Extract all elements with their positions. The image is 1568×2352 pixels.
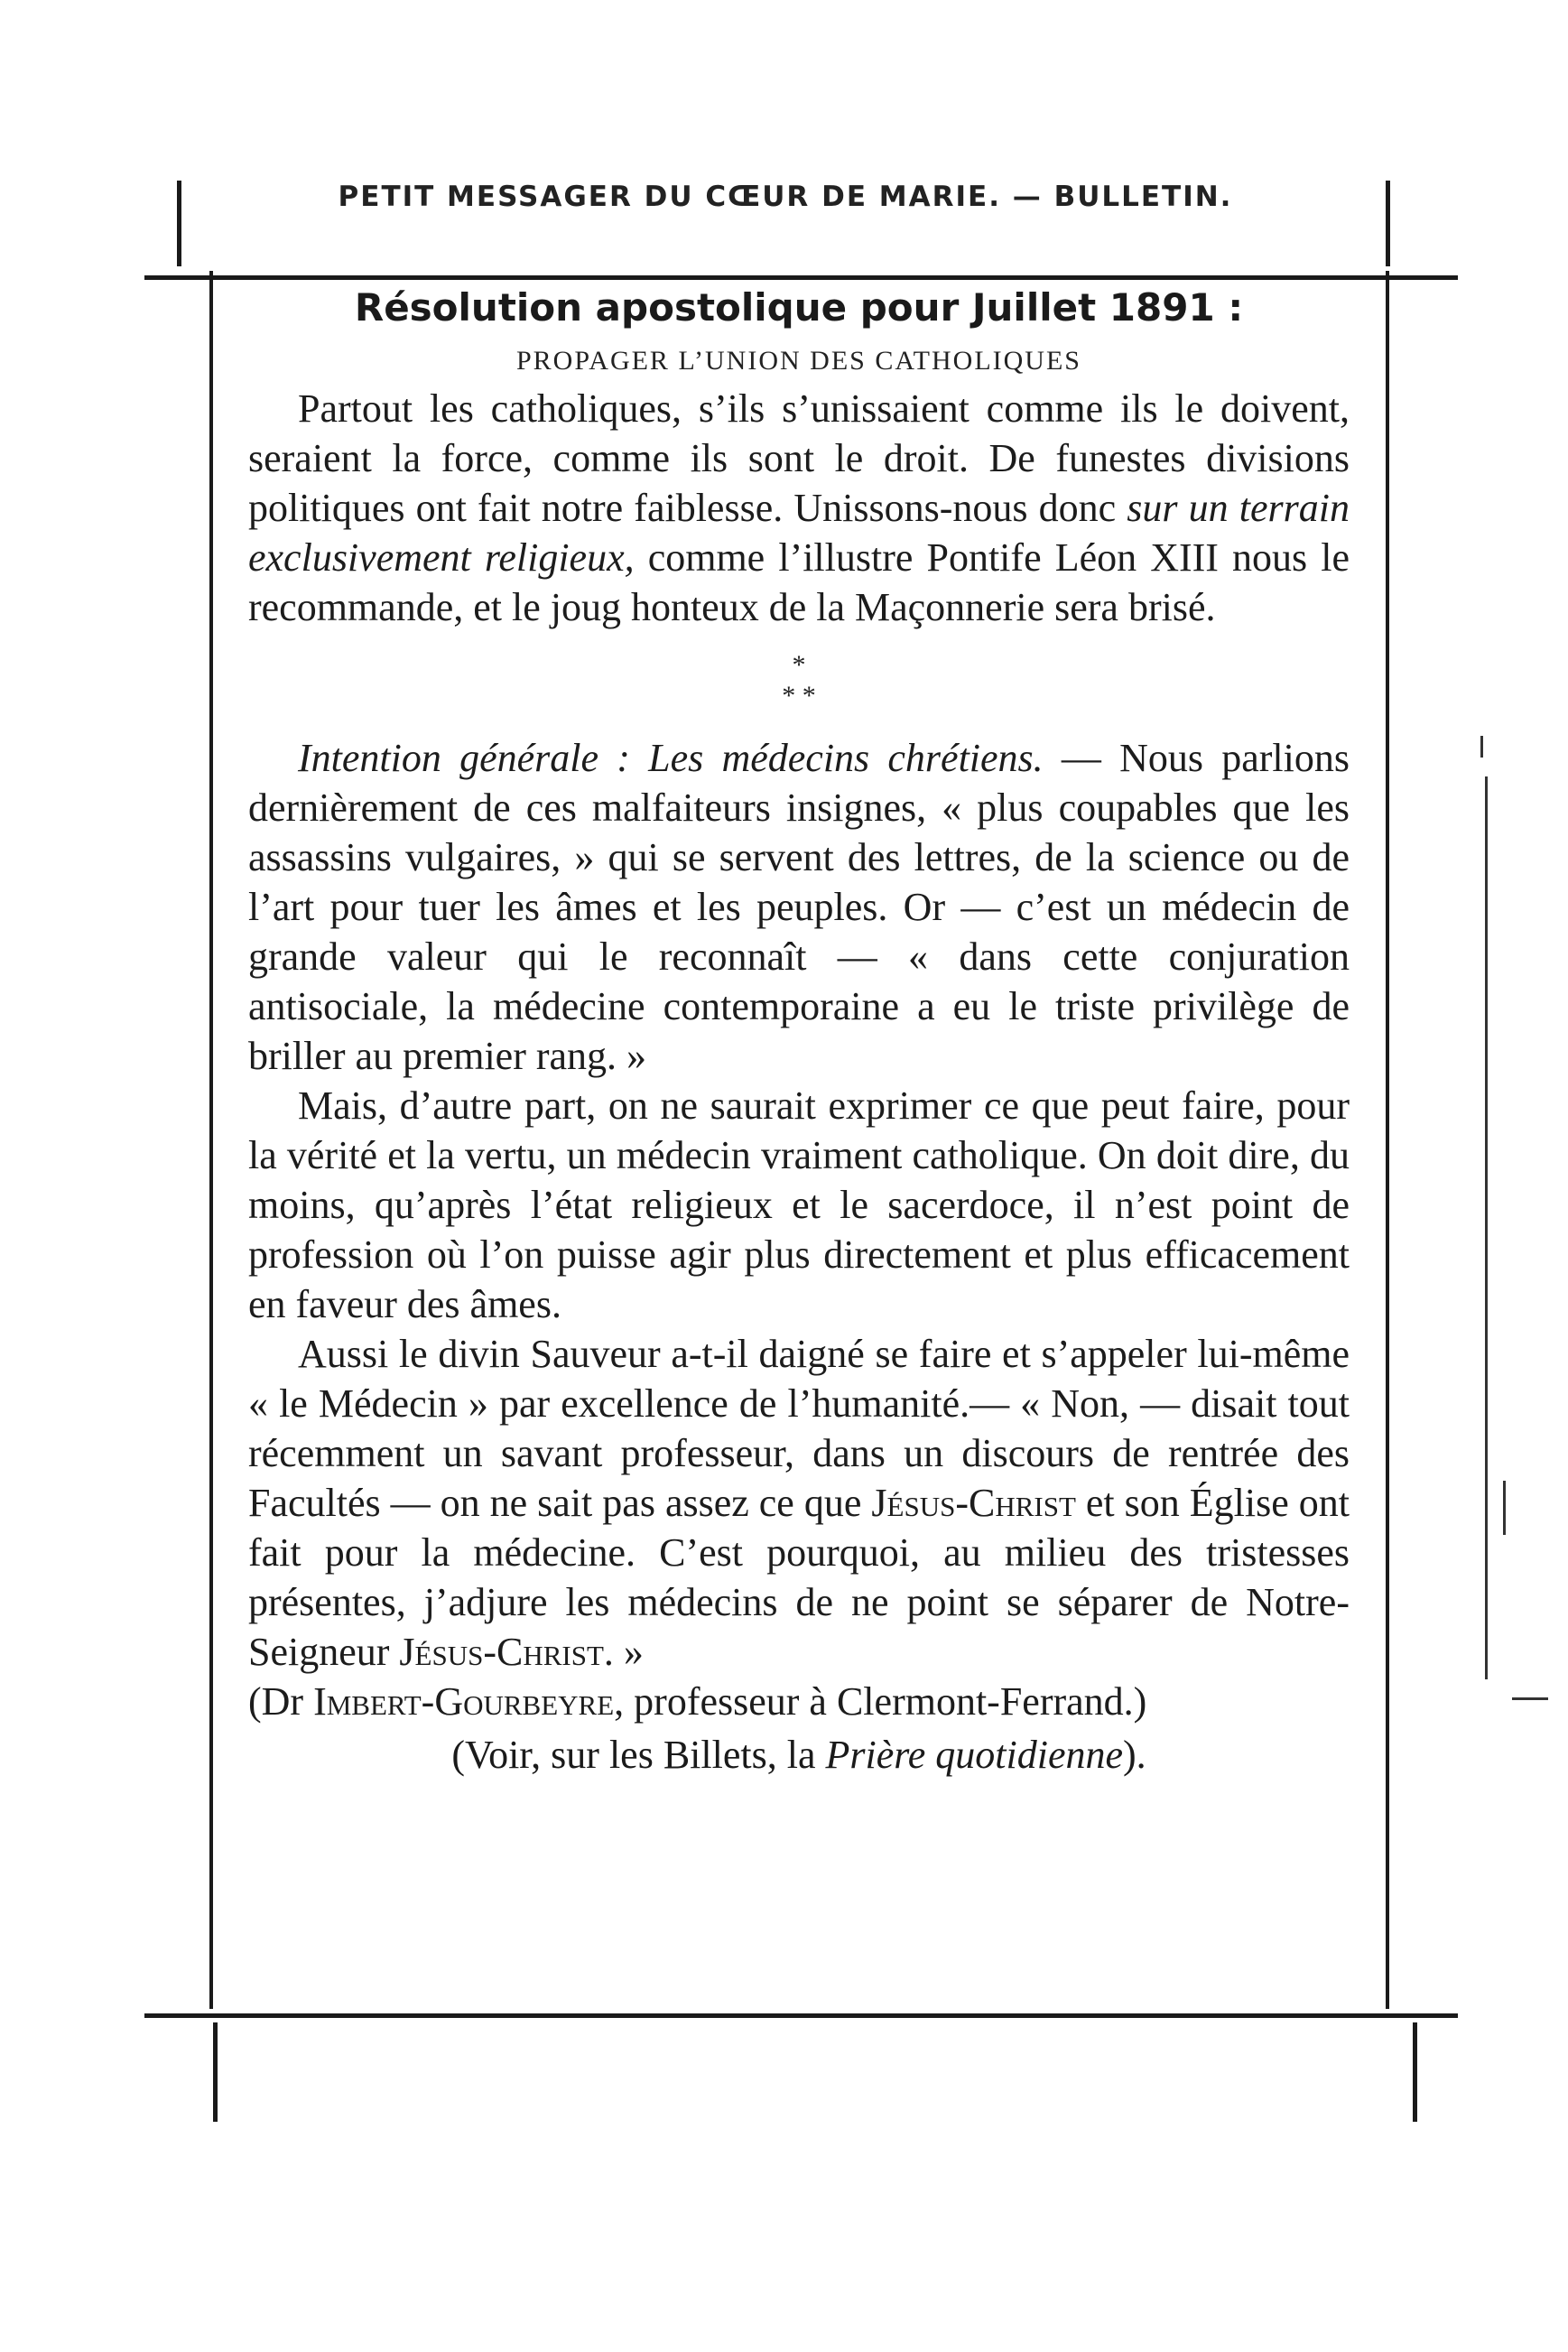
name-jesus-christ-2: Jésus-Christ. xyxy=(399,1630,614,1674)
resolution-text-end: comme l’illustre Pontife Léon XIII nous le recommande, et le joug honteux de la Maçonnerie sera brisé. xyxy=(248,535,1350,629)
margin-mark xyxy=(1480,736,1483,758)
intention-paragraph-2: Mais, d’autre part, on ne saurait exprimer ce que peut faire, pour la vérité et la vertu, un médecin vraiment catholique. On doit dire, du moins, qu’après l’état religieux et le sacerdoce, il n’est point de profession où l’on puisse agir plus directement et plus efficacement en faveur des âmes. xyxy=(248,1083,1350,1326)
closing-after: ). xyxy=(1123,1733,1146,1777)
intention-paragraph-1 xyxy=(248,733,1350,1081)
margin-line xyxy=(1485,776,1488,1679)
intention-paragraph-3 xyxy=(248,1329,1350,1677)
closing-note xyxy=(248,1730,1350,1780)
right-rule-top-stub xyxy=(1386,181,1390,266)
name-jesus-christ-1: Jésus-Christ xyxy=(871,1481,1076,1525)
closing-italic: Prière quotidienne xyxy=(825,1733,1124,1777)
attribution-prefix: (Dr xyxy=(248,1679,314,1724)
bottom-horizontal-rule xyxy=(144,2013,1458,2018)
attribution-line xyxy=(248,1677,1350,1726)
right-vertical-rule xyxy=(1386,271,1389,2009)
attribution-suffix: professeur à Clermont-Ferrand.) xyxy=(624,1679,1147,1724)
resolution-paragraph xyxy=(248,384,1350,632)
resolution-heading: Résolution apostolique pour Juillet 1891 : xyxy=(354,285,1244,330)
left-vertical-rule xyxy=(209,271,213,2009)
running-head: PETIT MESSAGER DU CŒUR DE MARIE. — BULLETIN. xyxy=(338,181,1233,213)
intention-text-3a: Aussi le divin Sauveur a-t-il daigné se faire et s’appeler lui-même « le Médecin » par excellence de l’humanité.— « Non, — disait tout récemment un savant professeur, dans un discours de rentrée des Facultés — on ne sait pas assez ce que xyxy=(248,1332,1350,1525)
closing-before: (Voir, sur les Billets, la xyxy=(451,1733,826,1777)
asterism-bottom: * * xyxy=(782,681,816,711)
right-rule-bottom-stub xyxy=(1413,2022,1417,2122)
resolution-subheading: PROPAGER L’UNION DES CATHOLIQUES xyxy=(515,346,1081,376)
margin-mark xyxy=(1512,1697,1548,1700)
attribution-name: Imbert-Gourbeyre, xyxy=(313,1679,625,1724)
resolution-text-italic: sur un terrain exclusivement religieux, xyxy=(248,486,1350,580)
intention-lead: Intention générale : Les médecins chrétiens. xyxy=(298,736,1044,780)
margin-mark xyxy=(1503,1481,1506,1535)
intention-text-3b: et son Église ont fait pour la médecine. C’est pourquoi, au milieu des tristesses présentes, j’adjure les médecins de ne point se séparer de Notre-Seigneur xyxy=(248,1481,1350,1674)
resolution-text-start: Partout les catholiques, s’ils s’unissaient comme ils le doivent, seraient la force, comme ils sont le droit. De funestes divisions politiques ont fait notre faiblesse. Unissons-nous donc xyxy=(248,386,1350,530)
left-rule-bottom-stub xyxy=(213,2022,218,2122)
asterism-top: * xyxy=(792,650,806,680)
bulletin-frame xyxy=(248,280,1350,1995)
intention-text-3c: » xyxy=(613,1630,644,1674)
asterism-separator xyxy=(248,650,1350,711)
intention-text-1: — Nous parlions dernièrement de ces malfaiteurs insignes, « plus coupables que les assassins vulgaires, » qui se servent des lettres, de la science ou de l’art pour tuer les âmes et les peuples. Or — c’est un médecin de grande valeur qui le reconnaît — « dans cette conjuration antisociale, la médecine contemporaine a eu le triste privilège de briller au premier rang. » xyxy=(248,736,1350,1078)
left-rule-top-stub xyxy=(177,181,181,266)
